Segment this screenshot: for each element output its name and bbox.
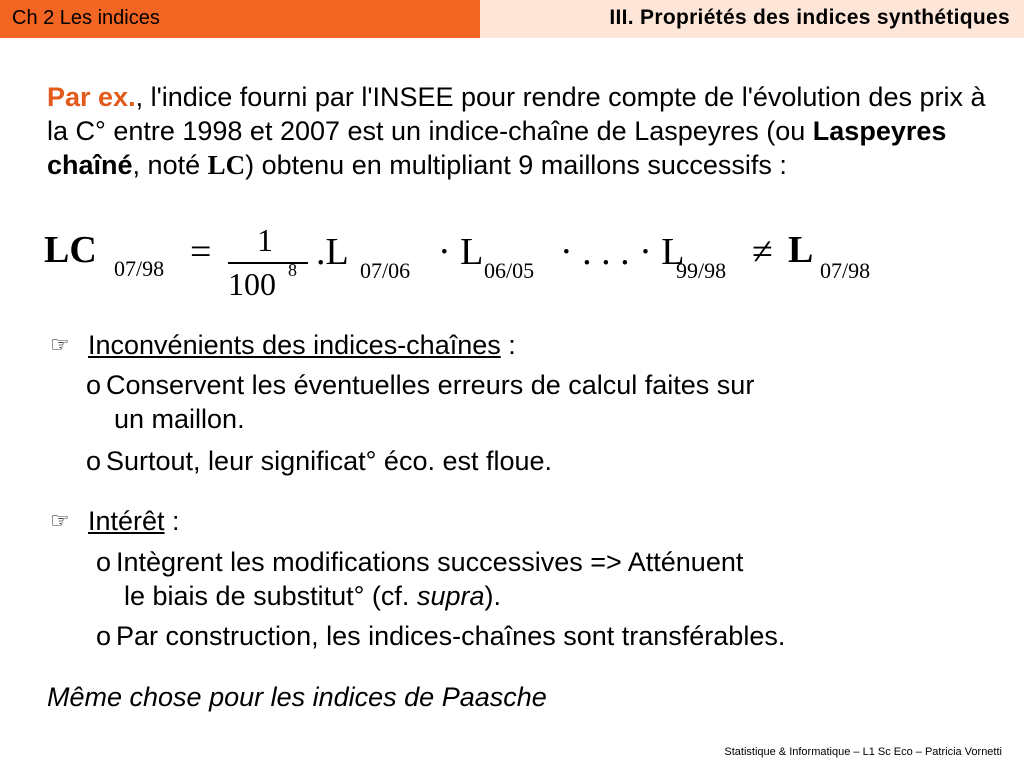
lc-symbol: LC — [207, 150, 246, 180]
list-item — [86, 368, 754, 436]
pointing-hand-icon: ☞ — [50, 508, 70, 533]
laspeyres-chained-term: Laspeyres chaîné — [47, 116, 947, 180]
bullet-marker: o — [86, 370, 102, 400]
section-header — [480, 0, 1024, 38]
formula-exponent: 8 — [288, 260, 297, 280]
chapter-header — [0, 0, 480, 38]
example-lead: Par ex. — [47, 82, 136, 112]
bullet-marker: o — [96, 621, 112, 651]
formula-ellipsis-term: · . . . · L — [560, 231, 685, 273]
formula-term-3-subscript: 99/98 — [676, 258, 727, 283]
formula-lhs-subscript: 07/98 — [114, 256, 165, 281]
section-heading-drawbacks — [88, 328, 516, 362]
list-item-text: Par construction, les indices-chaînes sont transférables. — [116, 621, 786, 651]
list-item-text-cont: un maillon. — [114, 404, 245, 434]
list-item — [96, 619, 785, 653]
formula-term-1-subscript: 07/06 — [360, 258, 411, 283]
intro-text-1: , l'indice fourni par l'INSEE pour rendre compte de l'évolution des prix à la C° entre 1998 et 2007 est un indice-chaîne de Laspeyres (ou — [47, 82, 986, 146]
section-title: III. Propriétés des indices synthétiques — [609, 6, 1010, 29]
intro-paragraph — [47, 80, 1007, 182]
formula-numerator: 1 — [257, 222, 273, 258]
section-heading-interest — [88, 504, 180, 538]
interest-colon: : — [164, 506, 180, 536]
formula-equals: = — [190, 231, 212, 273]
interest-title: Intérêt — [88, 506, 165, 536]
formula-term-2: · L — [438, 231, 484, 273]
intro-text-2: , noté — [132, 150, 208, 180]
formula-denominator: 100 — [228, 266, 276, 302]
list-item-text: Surtout, leur significat° éco. est floue. — [106, 446, 553, 476]
drawbacks-colon: : — [500, 330, 516, 360]
bullet-marker: o — [96, 547, 112, 577]
list-item-text: Conservent les éventuelles erreurs de calcul faites sur — [106, 370, 755, 400]
closing-note: Même chose pour les indices de Paasche — [47, 682, 547, 712]
supra-italic: supra — [416, 581, 485, 611]
formula-term-1: .L — [316, 231, 349, 273]
formula-lhs: LC — [44, 229, 97, 271]
intro-text-3: ) obtenu en multipliant 9 maillons successifs : — [245, 150, 787, 180]
list-item — [96, 545, 743, 613]
list-item-text-cont: le biais de substitut° (cf. — [124, 581, 417, 611]
formula-not-equal: ≠ — [752, 231, 773, 273]
list-item-text-end: ). — [484, 581, 501, 611]
slide-footer: Statistique & Informatique – L1 Sc Eco – Patricia Vornetti — [724, 746, 1002, 758]
chain-index-formula — [44, 222, 944, 302]
list-item-text: Intègrent les modifications successives => Atténuent — [116, 547, 744, 577]
chapter-title: Ch 2 Les indices — [12, 7, 160, 29]
formula-rhs: L — [788, 229, 814, 271]
list-item — [86, 444, 552, 478]
formula-rhs-subscript: 07/98 — [820, 258, 871, 283]
formula-term-2-subscript: 06/05 — [484, 258, 535, 283]
pointing-hand-icon: ☞ — [50, 332, 70, 357]
drawbacks-title: Inconvénients des indices-chaînes — [88, 330, 501, 360]
bullet-marker: o — [86, 446, 102, 476]
